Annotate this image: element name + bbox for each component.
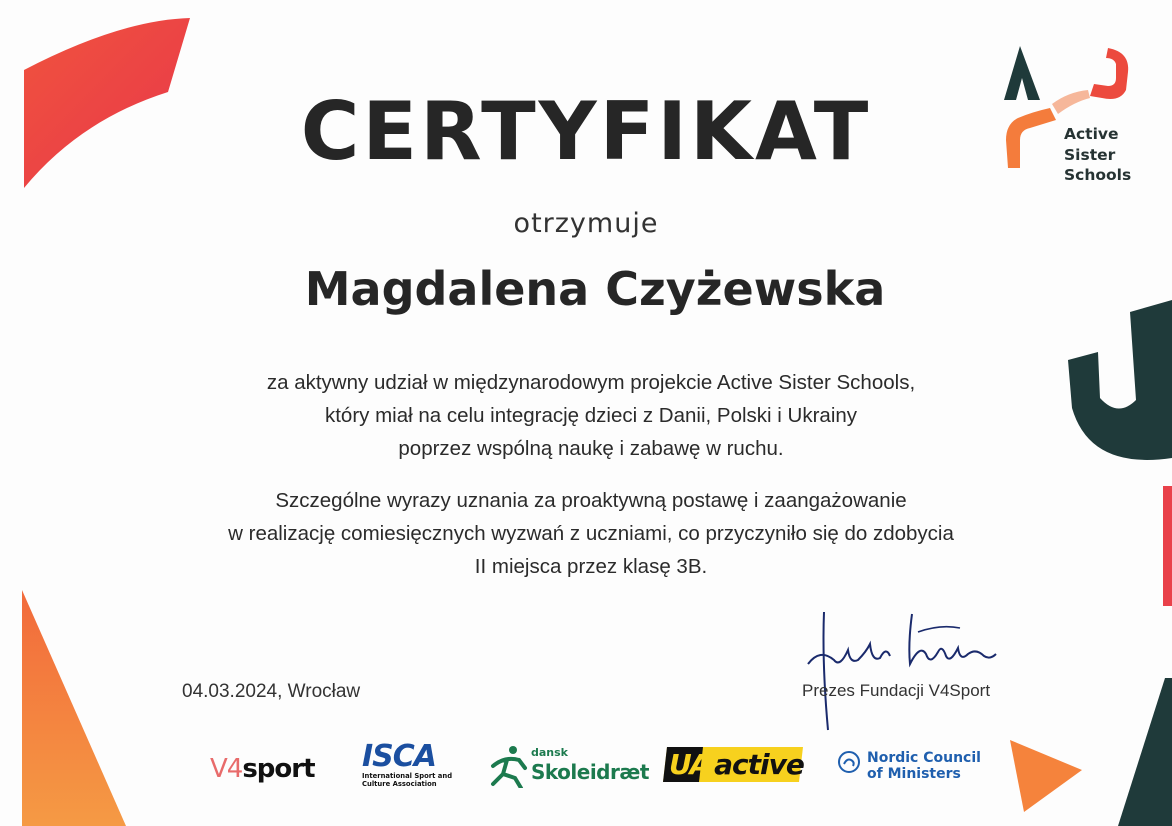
v4sport-logo [210, 754, 315, 784]
paragraph-line: Szczególne wyrazy uznania za proaktywną postawę i zaangażowanie [275, 489, 907, 512]
nordic-swan-icon [837, 750, 861, 774]
receives-label: otrzymuje [513, 208, 659, 239]
isca-logo [362, 739, 454, 788]
active-part: active [714, 748, 804, 781]
dansk-small-text: dansk [531, 746, 568, 759]
participation-paragraph [0, 366, 1172, 465]
logo-line-3: Schools [1064, 166, 1132, 184]
handwritten-signature [800, 604, 1010, 734]
dansk-big-text: Skoleidræt [531, 760, 649, 784]
isca-line-1: International Sport and [362, 772, 453, 780]
recipient-name: Magdalena Czyżewska [304, 262, 886, 316]
paragraph-line: II miejsca przez klasę 3B. [474, 555, 708, 578]
logo-line-1: Active [1064, 125, 1119, 143]
v4sport-mark: V4 [210, 754, 243, 784]
recognition-paragraph [0, 484, 1172, 583]
logo-line-2: Sister [1064, 145, 1116, 164]
paragraph-line: który miał na celu integrację dzieci z Danii, Polski i Ukrainy [324, 404, 858, 427]
isca-mark: ISCA [362, 739, 437, 774]
isca-line-2: Culture Association [362, 780, 437, 788]
nordic-council-logo [837, 748, 987, 788]
paragraph-line: za aktywny udział w międzynarodowym projekcie Active Sister Schools, [266, 371, 916, 394]
nordic-line-2: of Ministers [867, 766, 961, 782]
date-place: 04.03.2024, Wrocław [182, 681, 361, 702]
ua-part: UA [669, 748, 711, 781]
certificate-title: CERTYFIKAT [300, 85, 872, 178]
nordic-council-text [867, 750, 981, 782]
nordic-line-1: Nordic Council [867, 750, 981, 766]
dansk-skoleidraet-logo [489, 744, 649, 789]
ua-active-logo [663, 747, 803, 782]
bottom-left-orange-shape [22, 590, 126, 826]
signer-title: Prezes Fundacji V4Sport [802, 681, 991, 700]
running-figure-icon [489, 744, 529, 788]
bottom-right-teal-shape [1118, 678, 1172, 826]
paragraph-line: w realizację comiesięcznych wyzwań z uczniami, co przyczyniło się do zdobycia [228, 522, 954, 545]
paragraph-line: poprzez wspólną naukę i zabawę w ruchu. [398, 437, 784, 460]
bottom-right-orange-shape [1010, 740, 1082, 812]
v4sport-word: sport [242, 754, 315, 784]
ua-active-text [669, 748, 804, 781]
